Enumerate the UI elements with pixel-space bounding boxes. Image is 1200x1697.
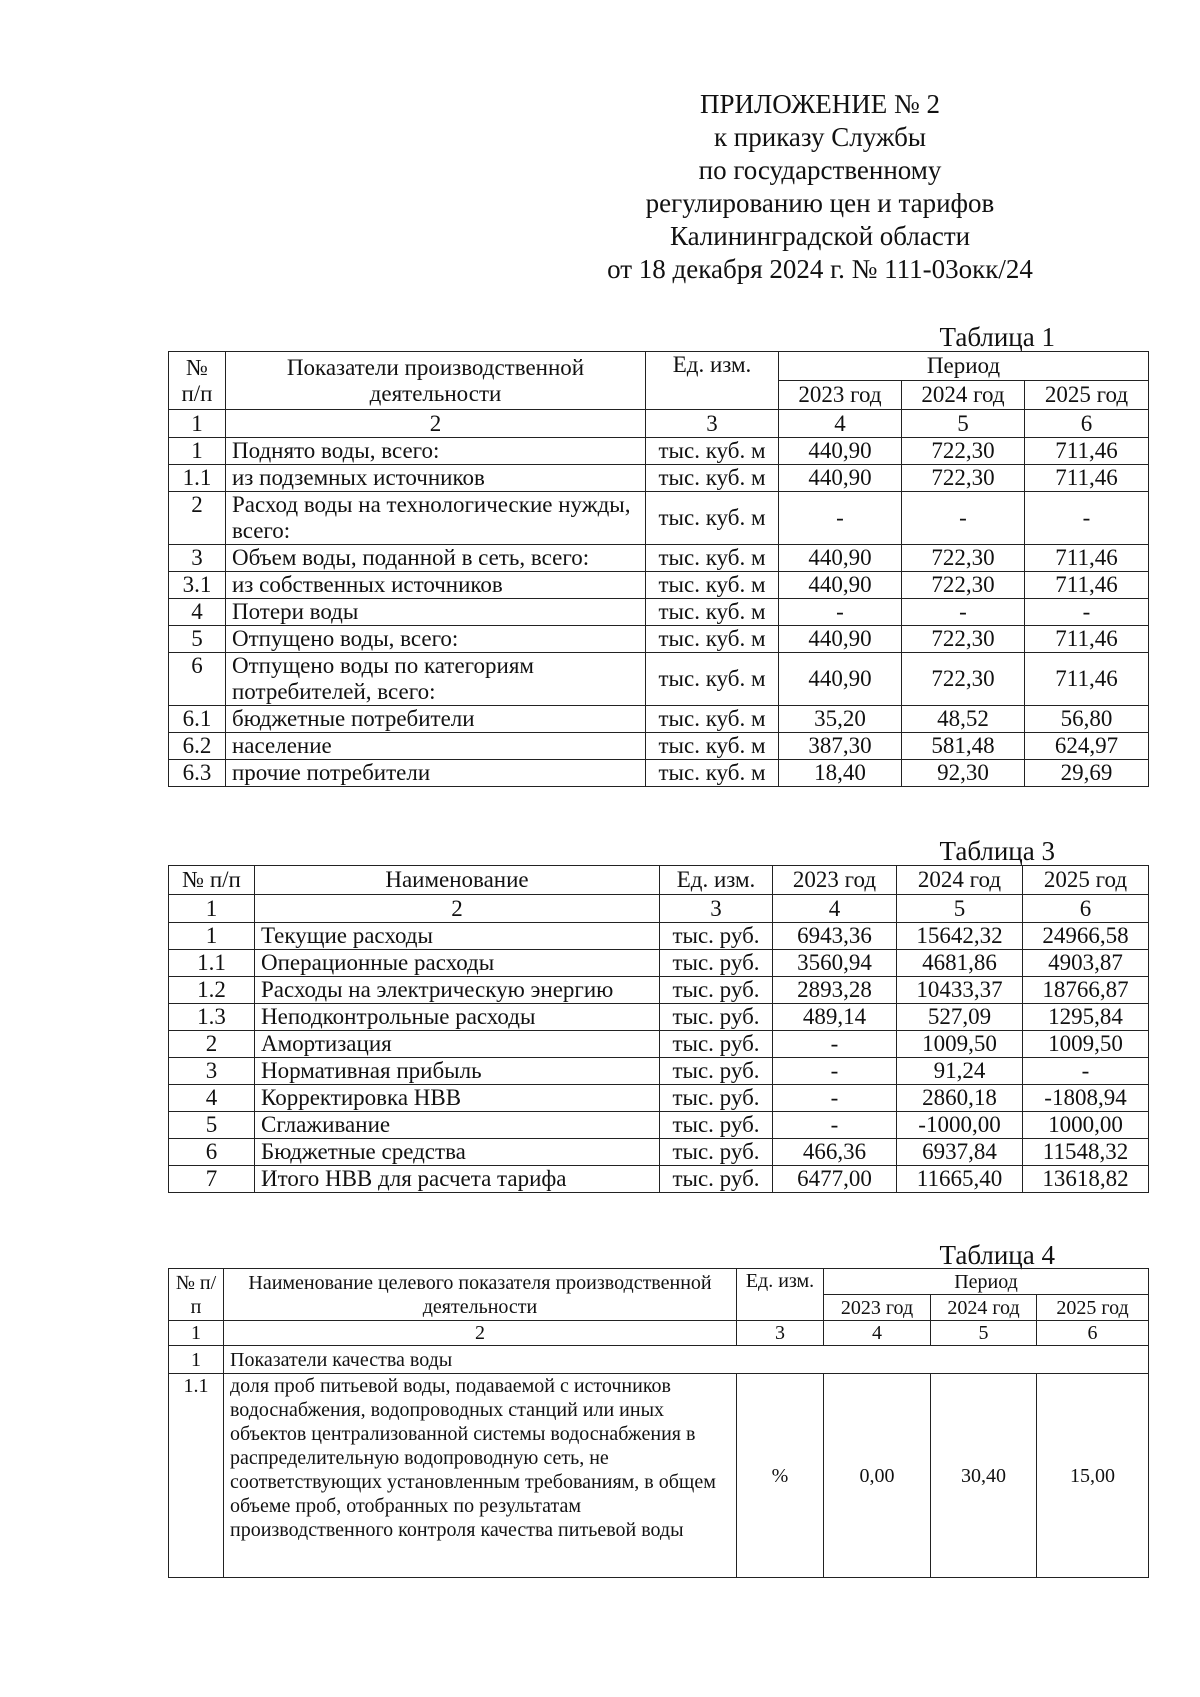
row-name: Корректировка НВВ: [255, 1085, 660, 1112]
row-unit: тыс. куб. м: [646, 733, 779, 760]
row-value: -: [773, 1112, 897, 1139]
column-number: 4: [773, 895, 897, 923]
column-number: 2: [255, 895, 660, 923]
header-line: Калининградской области: [669, 221, 971, 251]
row-value: 711,46: [1025, 545, 1149, 572]
row-value: 466,36: [773, 1139, 897, 1166]
column-number: 3: [737, 1321, 824, 1346]
row-name: Итого НВВ для расчета тарифа: [255, 1166, 660, 1193]
row-value: 4903,87: [1023, 950, 1149, 977]
header-line: ПРИЛОЖЕНИЕ № 2: [699, 89, 941, 119]
col-header-period: Период: [824, 1269, 1149, 1295]
row-value: 711,46: [1025, 653, 1149, 706]
row-value: 440,90: [779, 545, 902, 572]
row-indicator: из собственных источников: [226, 572, 646, 599]
col-header-year: 2023 год: [824, 1295, 931, 1321]
table-row: [169, 706, 1149, 733]
table-row: [169, 438, 1149, 465]
row-name: Амортизация: [255, 1031, 660, 1058]
table-row: [169, 653, 1149, 706]
row-name: Нормативная прибыль: [255, 1058, 660, 1085]
col-header-name: Показатели производственной деятельности: [226, 352, 646, 410]
col-header-num: № п/п: [169, 1269, 224, 1321]
column-number: 4: [779, 410, 902, 438]
table-3: [168, 865, 1149, 1193]
table-row: [169, 1112, 1149, 1139]
row-name: Сглаживание: [255, 1112, 660, 1139]
row-number: 4: [169, 599, 226, 626]
row-value: 24966,58: [1023, 923, 1149, 950]
col-header-unit: Ед. изм.: [660, 866, 773, 895]
row-value: 92,30: [902, 760, 1025, 787]
row-value: 35,20: [779, 706, 902, 733]
row-unit: тыс. руб.: [660, 1085, 773, 1112]
table-4: [168, 1268, 1149, 1578]
row-value: -: [773, 1058, 897, 1085]
table-row: [169, 760, 1149, 787]
row-value: 18,40: [779, 760, 902, 787]
row-indicator: население: [226, 733, 646, 760]
row-indicator: Объем воды, поданной в сеть, всего:: [226, 545, 646, 572]
col-header-name: Наименование целевого показателя производственной деятельности: [224, 1269, 737, 1321]
row-value: 624,97: [1025, 733, 1149, 760]
row-number: 2: [169, 1031, 255, 1058]
row-value: 440,90: [779, 465, 902, 492]
table-row: [169, 1004, 1149, 1031]
row-unit: тыс. куб. м: [646, 492, 779, 545]
row-value: 2860,18: [897, 1085, 1023, 1112]
row-value: 18766,87: [1023, 977, 1149, 1004]
row-value: 56,80: [1025, 706, 1149, 733]
row-number: 1: [169, 438, 226, 465]
table-1: [168, 351, 1149, 787]
col-header-year: 2024 год: [897, 866, 1023, 895]
row-unit: тыс. руб.: [660, 1031, 773, 1058]
row-unit: тыс. куб. м: [646, 626, 779, 653]
row-value: -: [1025, 492, 1149, 545]
column-number: 3: [646, 410, 779, 438]
row-value: 711,46: [1025, 438, 1149, 465]
col-header-year: 2024 год: [931, 1295, 1037, 1321]
col-header-year: 2025 год: [1037, 1295, 1149, 1321]
row-name: Расходы на электрическую энергию: [255, 977, 660, 1004]
col-header-year: 2023 год: [773, 866, 897, 895]
row-indicator: прочие потребители: [226, 760, 646, 787]
col-header-unit: Ед. изм.: [646, 352, 779, 410]
row-number: 1.1: [169, 465, 226, 492]
row-indicator: Поднято воды, всего:: [226, 438, 646, 465]
row-value: 711,46: [1025, 465, 1149, 492]
row-value: 489,14: [773, 1004, 897, 1031]
row-value: 387,30: [779, 733, 902, 760]
row-unit: тыс. куб. м: [646, 438, 779, 465]
row-name: Текущие расходы: [255, 923, 660, 950]
row-number: 3.1: [169, 572, 226, 599]
row-value: 722,30: [902, 465, 1025, 492]
table-row: [169, 733, 1149, 760]
row-value: 1295,84: [1023, 1004, 1149, 1031]
table-row: [169, 626, 1149, 653]
table-row: [169, 1085, 1149, 1112]
table-row: [169, 1058, 1149, 1085]
row-indicator: Отпущено воды, всего:: [226, 626, 646, 653]
row-value: 440,90: [779, 626, 902, 653]
row-number: 7: [169, 1166, 255, 1193]
row-value: 30,40: [931, 1374, 1037, 1578]
row-value: 0,00: [824, 1374, 931, 1578]
row-value: 13618,82: [1023, 1166, 1149, 1193]
table-row: [169, 492, 1149, 545]
table-row: [169, 1374, 1149, 1578]
row-value: -: [1023, 1058, 1149, 1085]
row-number: 6: [169, 653, 226, 706]
row-number: 4: [169, 1085, 255, 1112]
row-value: 2893,28: [773, 977, 897, 1004]
row-value: 6937,84: [897, 1139, 1023, 1166]
row-unit: тыс. куб. м: [646, 760, 779, 787]
row-value: 6477,00: [773, 1166, 897, 1193]
row-unit: тыс. руб.: [660, 977, 773, 1004]
table-row: [169, 1139, 1149, 1166]
row-value: 48,52: [902, 706, 1025, 733]
column-number: 3: [660, 895, 773, 923]
row-value: 4681,86: [897, 950, 1023, 977]
row-value: -: [902, 599, 1025, 626]
row-value: 722,30: [902, 572, 1025, 599]
row-unit: тыс. руб.: [660, 1139, 773, 1166]
header-line: регулированию цен и тарифов: [645, 188, 995, 218]
col-header-year: 2025 год: [1023, 866, 1149, 895]
table-row: [169, 923, 1149, 950]
row-value: 10433,37: [897, 977, 1023, 1004]
row-number: 3: [169, 545, 226, 572]
row-value: -1808,94: [1023, 1085, 1149, 1112]
row-value: 527,09: [897, 1004, 1023, 1031]
section-name: Показатели качества воды: [224, 1346, 1149, 1374]
row-unit: тыс. руб.: [660, 950, 773, 977]
row-value: -: [773, 1085, 897, 1112]
col-header-unit: Ед. изм.: [737, 1269, 824, 1321]
col-header-num: № п/п: [169, 866, 255, 895]
section-num: 1: [169, 1346, 224, 1374]
row-name: доля проб питьевой воды, подаваемой с источников водоснабжения, водопроводных станций или иных объектов централизованной системы водоснабжения в распределительную водопроводную сеть, не соответствующих установленным требованиям, в общем объеме проб, отобранных по результатам производственного контроля качества питьевой воды: [224, 1374, 737, 1578]
row-name: Неподконтрольные расходы: [255, 1004, 660, 1031]
row-number: 1.1: [169, 1374, 224, 1578]
row-indicator: из подземных источников: [226, 465, 646, 492]
document-header: [585, 88, 1055, 286]
column-number: 5: [902, 410, 1025, 438]
column-number: 1: [169, 410, 226, 438]
row-unit: тыс. куб. м: [646, 465, 779, 492]
row-value: 711,46: [1025, 626, 1149, 653]
table-row: [169, 1031, 1149, 1058]
row-value: 440,90: [779, 572, 902, 599]
row-unit: тыс. куб. м: [646, 599, 779, 626]
column-number: 6: [1037, 1321, 1149, 1346]
row-value: 29,69: [1025, 760, 1149, 787]
row-unit: тыс. куб. м: [646, 653, 779, 706]
row-indicator: бюджетные потребители: [226, 706, 646, 733]
table-row: [169, 599, 1149, 626]
row-value: 1009,50: [897, 1031, 1023, 1058]
row-value: 11548,32: [1023, 1139, 1149, 1166]
column-number: 4: [824, 1321, 931, 1346]
col-header-num: № п/п: [169, 352, 226, 410]
row-value: -: [779, 492, 902, 545]
row-number: 5: [169, 1112, 255, 1139]
row-unit: тыс. руб.: [660, 923, 773, 950]
table1-caption: Таблица 1: [939, 322, 1055, 352]
row-value: 440,90: [779, 438, 902, 465]
row-value: 722,30: [902, 653, 1025, 706]
column-number: 5: [897, 895, 1023, 923]
col-header-year: 2023 год: [779, 381, 902, 410]
row-number: 6.3: [169, 760, 226, 787]
row-unit: тыс. руб.: [660, 1058, 773, 1085]
col-header-year: 2025 год: [1025, 381, 1149, 410]
row-name: Бюджетные средства: [255, 1139, 660, 1166]
row-value: 1009,50: [1023, 1031, 1149, 1058]
row-value: -: [779, 599, 902, 626]
row-unit: %: [737, 1374, 824, 1578]
header-line: к приказу Службы: [713, 122, 927, 152]
row-value: -: [1025, 599, 1149, 626]
col-header-name: Наименование: [255, 866, 660, 895]
table-row: [169, 465, 1149, 492]
col-header-year: 2024 год: [902, 381, 1025, 410]
column-number: 2: [224, 1321, 737, 1346]
col-header-period: Период: [779, 352, 1149, 381]
row-value: 722,30: [902, 438, 1025, 465]
table-row: [169, 1166, 1149, 1193]
row-value: 15,00: [1037, 1374, 1149, 1578]
column-number: 6: [1025, 410, 1149, 438]
row-number: 1.1: [169, 950, 255, 977]
row-value: 15642,32: [897, 923, 1023, 950]
row-number: 1: [169, 923, 255, 950]
row-value: 91,24: [897, 1058, 1023, 1085]
row-value: 581,48: [902, 733, 1025, 760]
table-row: [169, 572, 1149, 599]
table-row: [169, 545, 1149, 572]
row-value: 6943,36: [773, 923, 897, 950]
row-value: -: [773, 1031, 897, 1058]
row-value: -: [902, 492, 1025, 545]
row-unit: тыс. руб.: [660, 1112, 773, 1139]
column-number: 1: [169, 895, 255, 923]
column-number: 5: [931, 1321, 1037, 1346]
row-number: 1.3: [169, 1004, 255, 1031]
row-number: 6: [169, 1139, 255, 1166]
row-value: 1000,00: [1023, 1112, 1149, 1139]
row-value: 440,90: [779, 653, 902, 706]
row-number: 6.1: [169, 706, 226, 733]
row-unit: тыс. куб. м: [646, 706, 779, 733]
row-number: 2: [169, 492, 226, 545]
row-number: 6.2: [169, 733, 226, 760]
column-number: 1: [169, 1321, 224, 1346]
column-number: 2: [226, 410, 646, 438]
row-value: 711,46: [1025, 572, 1149, 599]
table-row: [169, 950, 1149, 977]
row-indicator: Расход воды на технологические нужды, всего:: [226, 492, 646, 545]
row-unit: тыс. руб.: [660, 1166, 773, 1193]
table3-caption: Таблица 3: [939, 836, 1055, 866]
row-indicator: Отпущено воды по категориям потребителей, всего:: [226, 653, 646, 706]
row-number: 5: [169, 626, 226, 653]
row-value: 11665,40: [897, 1166, 1023, 1193]
table-row: [169, 977, 1149, 1004]
header-line: по государственному: [698, 155, 942, 185]
row-value: 3560,94: [773, 950, 897, 977]
row-unit: тыс. куб. м: [646, 545, 779, 572]
row-number: 1.2: [169, 977, 255, 1004]
row-unit: тыс. руб.: [660, 1004, 773, 1031]
row-value: 722,30: [902, 545, 1025, 572]
header-line: от 18 декабря 2024 г. № 111-03окк/24: [607, 254, 1033, 284]
row-name: Операционные расходы: [255, 950, 660, 977]
table4-caption: Таблица 4: [939, 1240, 1055, 1270]
row-indicator: Потери воды: [226, 599, 646, 626]
row-value: -1000,00: [897, 1112, 1023, 1139]
row-value: 722,30: [902, 626, 1025, 653]
column-number: 6: [1023, 895, 1149, 923]
row-number: 3: [169, 1058, 255, 1085]
row-unit: тыс. куб. м: [646, 572, 779, 599]
